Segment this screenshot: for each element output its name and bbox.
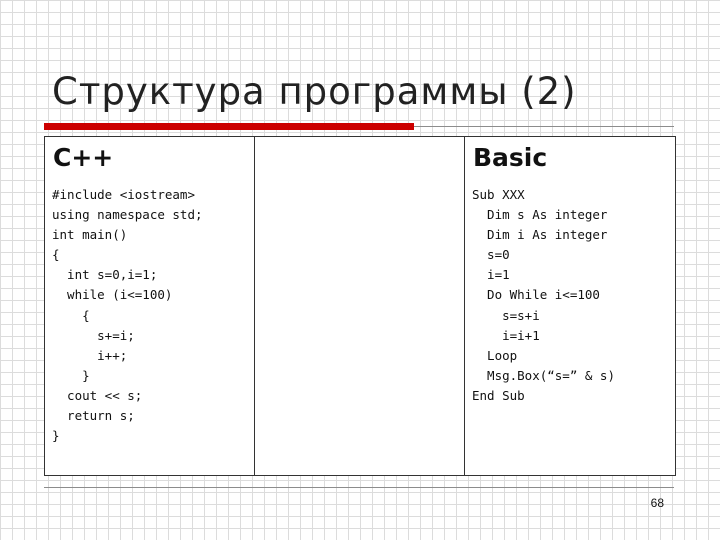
code-line: s=s+i (472, 307, 540, 323)
cpp-column (45, 137, 255, 475)
slide-number: 68 (650, 496, 664, 510)
code-line: End Sub (472, 387, 525, 403)
code-line: using namespace std; (52, 207, 203, 223)
code-line: } (52, 428, 60, 444)
cpp-heading: C++ (53, 143, 114, 172)
code-line: { (52, 307, 90, 323)
code-line: cout << s; (52, 387, 143, 403)
code-line: int main() (52, 227, 128, 243)
slide-title: Структура программы (2) (52, 70, 577, 113)
code-line: i++; (52, 347, 128, 363)
code-line: i=1 (472, 267, 510, 283)
code-line: int s=0,i=1; (52, 267, 158, 283)
code-line: return s; (52, 408, 135, 424)
cpp-code (52, 185, 254, 446)
empty-column (255, 137, 465, 475)
code-line: s=0 (472, 247, 510, 263)
code-line: i=i+1 (472, 327, 540, 343)
code-line: { (52, 247, 60, 263)
code-line: Do While i<=100 (472, 287, 600, 303)
code-comparison-table (44, 136, 676, 476)
code-line: Dim i As integer (472, 227, 608, 243)
code-line: while (i<=100) (52, 287, 173, 303)
footer-rule (44, 487, 674, 488)
code-line: } (52, 367, 90, 383)
code-line: Sub XXX (472, 187, 525, 202)
code-line: Msg.Box(“s=” & s) (472, 367, 615, 383)
code-line: s+=i; (52, 327, 135, 343)
basic-column (465, 137, 675, 475)
code-line: Dim s As integer (472, 207, 608, 223)
empty-heading (255, 137, 464, 143)
code-line: Loop (472, 347, 518, 363)
basic-heading: Basic (473, 143, 548, 172)
title-accent-bar (44, 123, 414, 130)
code-line: #include <iostream> (52, 187, 195, 202)
basic-code (472, 185, 675, 406)
